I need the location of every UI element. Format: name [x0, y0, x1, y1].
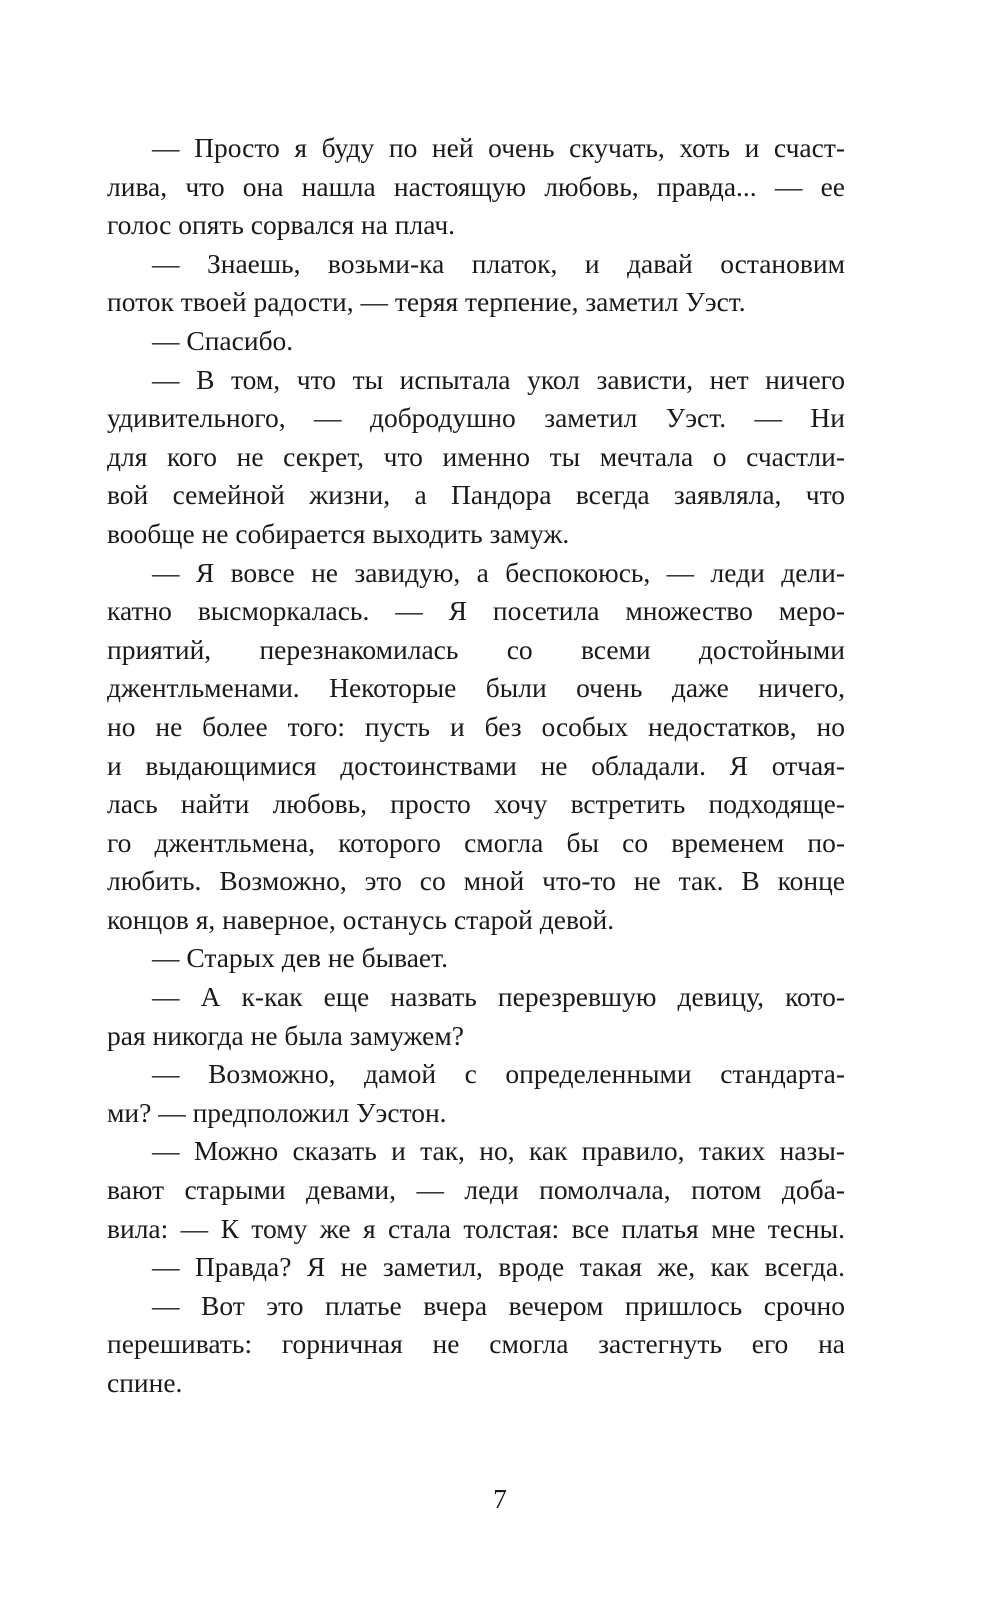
text-line: рая никогда не была замужем? [107, 1019, 464, 1051]
text-line: — Старых дев не бывает. [152, 942, 448, 974]
text-line: — В том, что ты испытала укол зависти, нет ничего [152, 363, 845, 395]
page-number: 7 [493, 1483, 507, 1514]
text-line: вой семейной жизни, а Пандора всегда заявляла, что [107, 479, 845, 511]
text-line: — А к-как еще назвать перезревшую девицу, кото- [152, 981, 845, 1013]
text-line: го джентльмена, которого смогла бы со временем по- [107, 826, 845, 858]
text-line: — Просто я буду по ней очень скучать, хоть и счаст- [152, 132, 845, 163]
text-line: — Вот это платье вчера вечером пришлось срочно [152, 1289, 845, 1321]
text-line: но не более того: пусть и без особых недостатков, но [107, 710, 845, 742]
text-line: лась найти любовь, просто хочу встретить подходяще- [107, 788, 845, 820]
text-line: — Возможно, дамой с определенными стандарта- [152, 1058, 845, 1090]
text-line: лива, что она нашла настоящую любовь, правда... — ее [107, 170, 845, 202]
text-line: приятий, перезнакомилась со всеми достойными [107, 633, 845, 665]
text-line: и выдающимися достоинствами не обладали. Я отчая- [107, 749, 845, 781]
text-line: ми? — предположил Уэстон. [107, 1096, 447, 1128]
text-line: — Я вовсе не завидую, а беспокоюсь, — леди дели- [152, 556, 845, 588]
text-line: для кого не секрет, что именно ты мечтала о счастли- [107, 440, 845, 472]
text-line: вообще не собирается выходить замуж. [107, 517, 570, 549]
text-line: — Спасибо. [152, 324, 294, 356]
text-line: — Можно сказать и так, но, как правило, таких назы- [152, 1135, 845, 1167]
text-line: удивительного, — добродушно заметил Уэст. — Ни [107, 402, 845, 434]
text-line: поток твоей радости, — теряя терпение, заметил Уэст. [107, 286, 746, 318]
text-line: — Знаешь, возьми-ка платок, и давай остановим [152, 247, 845, 279]
text-line: спине. [107, 1367, 183, 1398]
text-line: вила: — К тому же я стала толстая: все платья мне тесны. [107, 1212, 845, 1244]
text-line: вают старыми девами, — леди помолчала, потом доба- [107, 1174, 845, 1206]
text-line: перешивать: горничная не смогла застегнуть его на [107, 1328, 845, 1360]
text-line: голос опять сорвался на плач. [107, 209, 456, 241]
text-line: катно высморкалась. — Я посетила множество меро- [107, 595, 845, 627]
body-text [107, 129, 845, 1403]
text-line: джентльменами. Некоторые были очень даже ничего, [107, 672, 845, 704]
text-line: концов я, наверное, останусь старой девой. [107, 903, 615, 935]
text-line: — Правда? Я не заметил, вроде такая же, как всегда. [152, 1251, 845, 1283]
text-line: любить. Возможно, это со мной что-то не так. В конце [107, 865, 845, 897]
